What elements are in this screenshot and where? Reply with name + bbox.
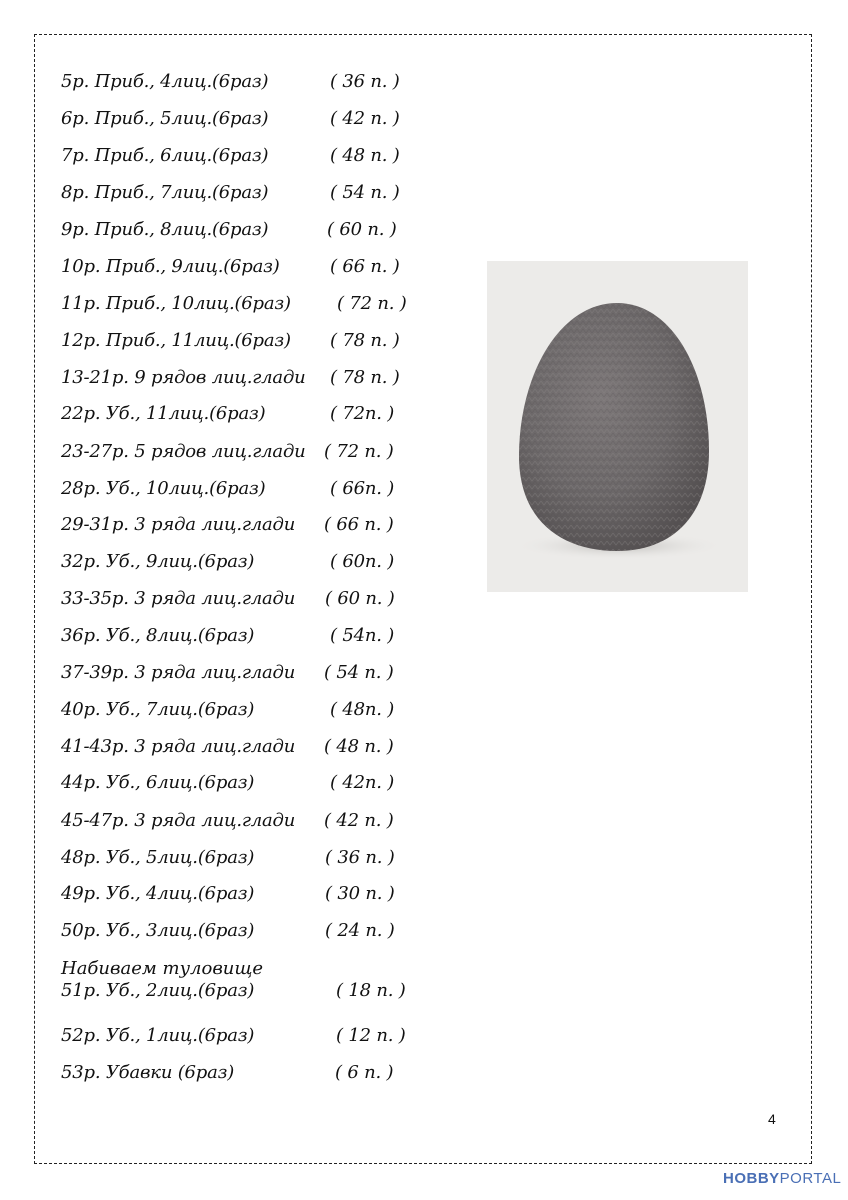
row-instruction: 10р. Приб., 9лиц.(6раз) [61,256,280,277]
row-instruction: 32р. Уб., 9лиц.(6раз) [61,551,255,572]
pattern-row [61,980,406,1002]
row-stitch-count: ( 54 п. ) [330,182,400,203]
pattern-row [61,256,400,278]
row-stitch-count: ( 48п. ) [330,699,395,720]
row-instruction: 28р. Уб., 10лиц.(6раз) [61,478,266,499]
pattern-row [61,441,394,463]
pattern-row [61,1062,394,1084]
row-instruction: 49р. Уб., 4лиц.(6раз) [61,883,255,904]
row-stitch-count: ( 54п. ) [330,625,395,646]
row-stitch-count: ( 48 п. ) [330,145,400,166]
pattern-row [61,883,395,905]
row-instruction: 45-47р. 3 ряда лиц.глади [61,810,296,831]
row-stitch-count: ( 66 п. ) [330,256,400,277]
pattern-row [61,478,395,500]
pattern-row [61,625,395,647]
pattern-row [61,219,397,241]
row-stitch-count: ( 36 п. ) [330,71,400,92]
row-instruction: 40р. Уб., 7лиц.(6раз) [61,699,255,720]
pattern-row [61,920,395,942]
row-stitch-count: ( 60 п. ) [325,588,395,609]
logo-part-portal: PORTAL [779,1170,842,1187]
row-instruction: 52р. Уб., 1лиц.(6раз) [61,1025,255,1046]
row-instruction: 8р. Приб., 7лиц.(6раз) [61,182,269,203]
pattern-row [61,293,407,315]
logo-part-hobby: HOBBY [723,1170,780,1187]
row-stitch-count: ( 54 п. ) [324,662,394,683]
row-instruction: 5р. Приб., 4лиц.(6раз) [61,71,269,92]
pattern-row [61,588,395,610]
stuffing-note: Набиваем туловище [61,958,264,979]
row-stitch-count: ( 66 п. ) [324,514,394,535]
hobbyportal-logo [723,1170,841,1187]
row-instruction: 13-21р. 9 рядов лиц.глади [61,367,306,388]
pattern-row [61,772,395,794]
row-stitch-count: ( 72 п. ) [324,441,394,462]
knitted-ball-photo [487,261,748,592]
pattern-row [61,367,400,389]
row-stitch-count: ( 42п. ) [330,772,395,793]
pattern-row [61,514,394,536]
row-stitch-count: ( 48 п. ) [324,736,394,757]
page-number: 4 [768,1111,776,1127]
row-stitch-count: ( 42 п. ) [330,108,400,129]
pattern-row [61,403,395,425]
row-instruction: 12р. Приб., 11лиц.(6раз) [61,330,291,351]
row-instruction: 41-43р. 3 ряда лиц.глади [61,736,296,757]
row-instruction: 23-27р. 5 рядов лиц.глади [61,441,306,462]
row-stitch-count: ( 36 п. ) [325,847,395,868]
row-stitch-count: ( 72 п. ) [337,293,407,314]
pattern-row [61,145,400,167]
row-instruction: 51р. Уб., 2лиц.(6раз) [61,980,255,1001]
row-stitch-count: ( 30 п. ) [325,883,395,904]
row-stitch-count: ( 78 п. ) [330,330,400,351]
row-stitch-count: ( 66п. ) [330,478,395,499]
row-instruction: 29-31р. 3 ряда лиц.глади [61,514,296,535]
pattern-row [61,810,394,832]
row-instruction: 6р. Приб., 5лиц.(6раз) [61,108,269,129]
row-instruction: 9р. Приб., 8лиц.(6раз) [61,219,269,240]
row-instruction: 22р. Уб., 11лиц.(6раз) [61,403,266,424]
row-stitch-count: ( 18 п. ) [336,980,406,1001]
row-stitch-count: ( 78 п. ) [330,367,400,388]
row-instruction: 33-35р. 3 ряда лиц.глади [61,588,296,609]
row-stitch-count: ( 60 п. ) [327,219,397,240]
pattern-row [61,736,394,758]
pattern-row [61,182,400,204]
row-stitch-count: ( 24 п. ) [325,920,395,941]
row-instruction: 36р. Уб., 8лиц.(6раз) [61,625,255,646]
row-instruction: 50р. Уб., 3лиц.(6раз) [61,920,255,941]
pattern-row [61,330,400,352]
row-stitch-count: ( 6 п. ) [335,1062,394,1083]
pattern-row [61,108,400,130]
pattern-row [61,662,394,684]
row-stitch-count: ( 60п. ) [330,551,395,572]
row-instruction: 7р. Приб., 6лиц.(6раз) [61,145,269,166]
pattern-row [61,847,395,869]
row-instruction: 11р. Приб., 10лиц.(6раз) [61,293,291,314]
row-instruction: 53р. Убавки (6раз) [61,1062,235,1083]
pattern-row [61,551,395,573]
pattern-row [61,71,400,93]
row-stitch-count: ( 72п. ) [330,403,395,424]
pattern-row [61,1025,406,1047]
row-instruction: 37-39р. 3 ряда лиц.глади [61,662,296,683]
row-instruction: 48р. Уб., 5лиц.(6раз) [61,847,255,868]
row-stitch-count: ( 42 п. ) [324,810,394,831]
pattern-row [61,699,395,721]
row-instruction: 44р. Уб., 6лиц.(6раз) [61,772,255,793]
row-stitch-count: ( 12 п. ) [336,1025,406,1046]
